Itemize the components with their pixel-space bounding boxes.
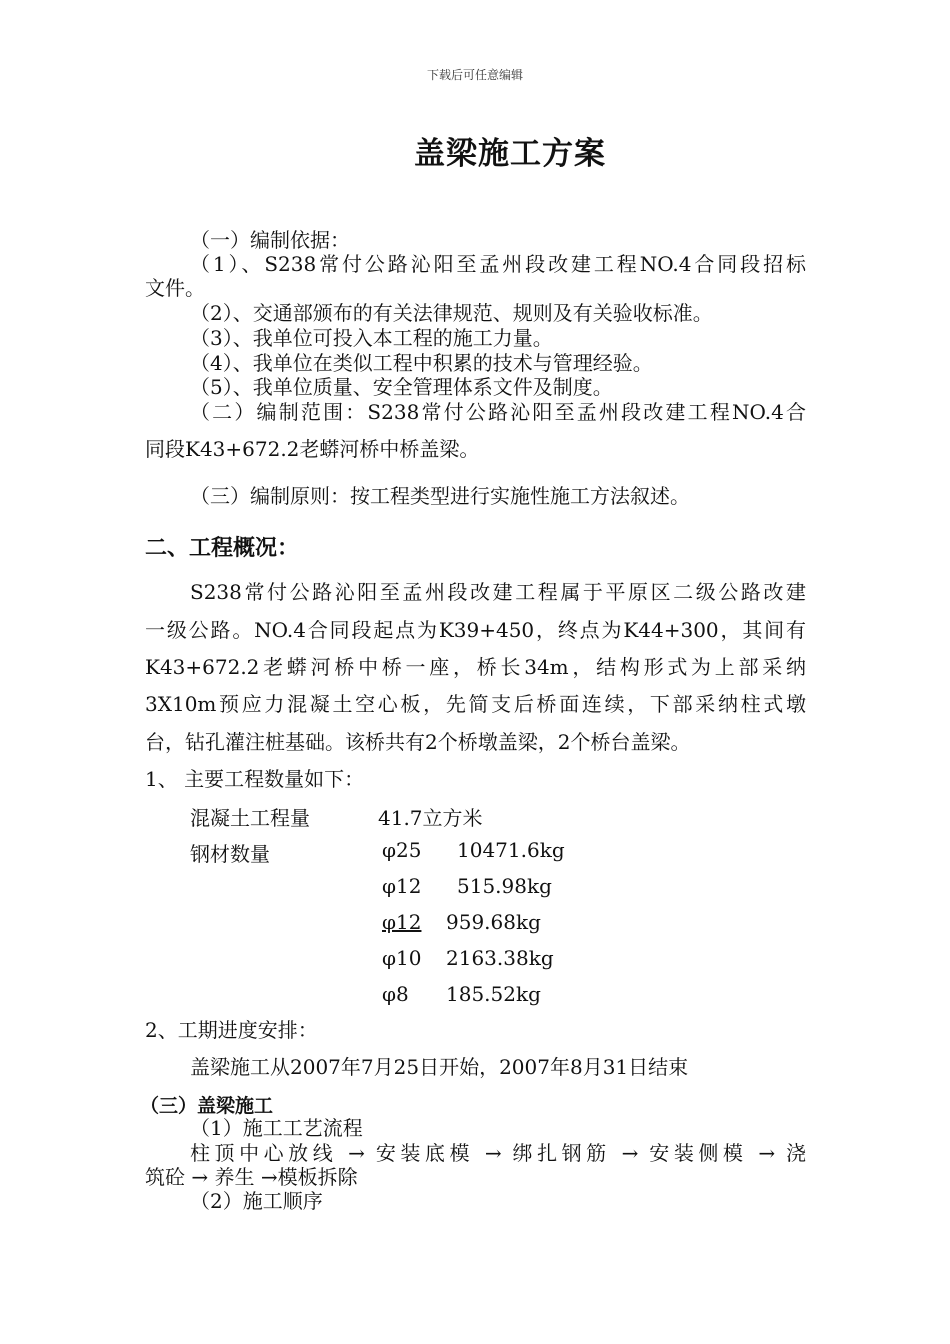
schedule-text: 盖梁施工从2007年7月25日开始，2007年8月31日结束 <box>190 1055 689 1079</box>
basis-item-5: （5）、我单位质量、安全管理体系文件及制度。 <box>190 375 613 399</box>
document-title: 盖梁施工方案 <box>414 136 606 172</box>
order-heading: （2）施工顺序 <box>190 1189 323 1213</box>
basis-item-1: （1）、S238常付公路沁阳至孟州段改建工程NO.4合同段招标 <box>190 252 806 276</box>
steel-spec-1: φ25 <box>382 838 422 862</box>
steel-amount-2: 515.98kg <box>457 874 552 898</box>
overview-line-1: S238常付公路沁阳至孟州段改建工程属于平原区二级公路改建 <box>190 580 806 604</box>
flow-heading: （1）施工工艺流程 <box>190 1116 363 1140</box>
concrete-label: 混凝土工程量 <box>190 806 310 830</box>
construction-heading: （三）盖梁施工 <box>140 1095 274 1117</box>
principle-text: （三）编制原则：按工程类型进行实施性施工方法叙述。 <box>190 484 690 508</box>
steel-amount-5: 185.52kg <box>446 982 541 1006</box>
flow-line-1: 柱顶中心放线 → 安装底模 → 绑扎钢筋 → 安装侧模 → 浇 <box>190 1141 806 1165</box>
steel-spec-4: φ10 <box>382 946 422 970</box>
steel-amount-1: 10471.6kg <box>457 838 565 862</box>
steel-label: 钢材数量 <box>190 842 270 866</box>
concrete-value: 41.7立方米 <box>378 806 483 830</box>
quantity-heading: 1、 主要工程数量如下： <box>145 767 365 791</box>
basis-item-4: （4）、我单位在类似工程中积累的技术与管理经验。 <box>190 351 653 375</box>
basis-item-3: （3）、我单位可投入本工程的施工力量。 <box>190 326 553 350</box>
basis-heading: （一）编制依据： <box>190 228 350 252</box>
steel-amount-4: 2163.38kg <box>446 946 554 970</box>
scope-line-1: （二）编制范围：S238常付公路沁阳至孟州段改建工程NO.4合 <box>190 400 806 424</box>
steel-spec-2: φ12 <box>382 874 422 898</box>
steel-spec-5: φ8 <box>382 982 409 1006</box>
basis-item-2: （2）、交通部颁布的有关法律规范、规则及有关验收标准。 <box>190 301 713 325</box>
steel-amount-3: 959.68kg <box>446 910 541 934</box>
schedule-heading: 2、工期进度安排： <box>145 1018 318 1042</box>
scope-line-2: 同段K43+672.2老蟒河桥中桥盖梁。 <box>145 437 480 461</box>
overview-heading: 二、工程概况： <box>145 536 300 561</box>
overview-line-2: 一级公路。NO.4合同段起点为K39+450，终点为K44+300，其间有 <box>145 618 806 642</box>
steel-spec-3: φ12 <box>382 910 422 934</box>
overview-line-3: K43+672.2老蟒河桥中桥一座，桥长34m，结构形式为上部采纳 <box>145 655 806 679</box>
basis-item-1-cont: 文件。 <box>145 276 205 300</box>
flow-line-2: 筑砼 → 养生 →模板拆除 <box>145 1165 358 1189</box>
header-note: 下载后可任意编辑 <box>426 68 523 82</box>
overview-line-5: 台，钻孔灌注桩基础。该桥共有2个桥墩盖梁，2个桥台盖梁。 <box>145 730 691 754</box>
overview-line-4: 3X10m预应力混凝土空心板，先简支后桥面连续，下部采纳柱式墩 <box>145 692 806 716</box>
